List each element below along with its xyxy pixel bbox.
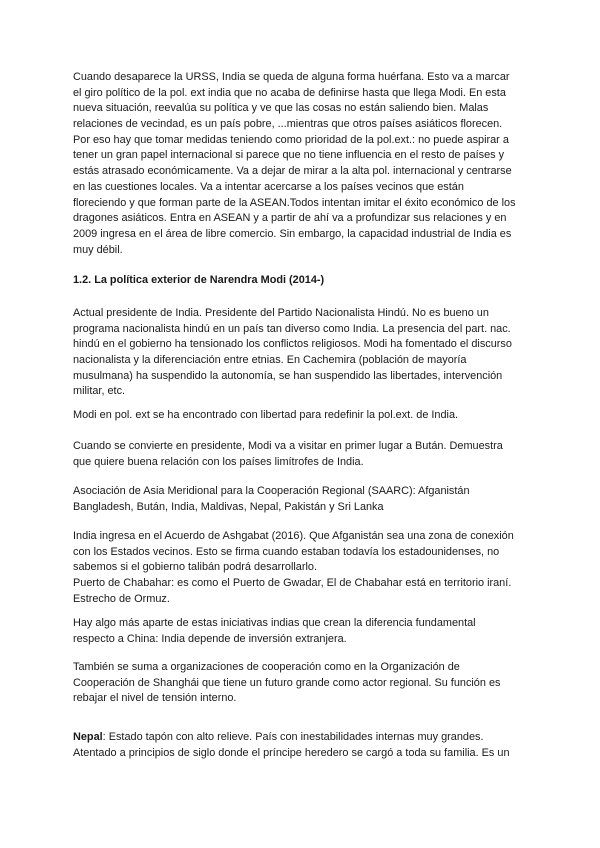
text-line: Cooperación de Shanghái que tiene un futuro grande como actor regional. Su función es	[73, 676, 501, 689]
text-line: floreciendo y que forman parte de la ASEAN.Todos intentan imitar el éxito económico de los	[73, 196, 516, 209]
paragraph-freedom	[73, 408, 533, 424]
section-heading: 1.2. La política exterior de Narendra Modi (2014-)	[73, 274, 325, 286]
text-line: respecto a China: India depende de inversión extranjera.	[73, 632, 347, 645]
text-line: Atentado a principios de siglo donde el príncipe heredero se cargó a toda su familia. Es un	[73, 746, 510, 759]
text-line: Hay algo más aparte de estas iniciativas indias que crean la diferencia fundamental	[73, 617, 476, 629]
text-line: Bangladesh, Bután, India, Maldivas, Nepal, Pakistán y Sri Lanka	[73, 500, 384, 513]
text-line: hindú en el gobierno ha tensionado los conflictos religiosos. Modi ha fomentado el discurso	[73, 338, 512, 351]
text-line: dragones asiáticos. Entra en ASEAN y a partir de ahí va a profundizar sus relaciones y en	[73, 212, 507, 225]
text-line: Cuando se convierte en presidente, Modi va a visitar en primer lugar a Bután. Demuestra	[73, 440, 503, 452]
paragraph-nepal	[73, 730, 533, 761]
nepal-term: Nepal	[73, 731, 103, 743]
text-line: 2009 ingresa en el área de libre comercio. Sin embargo, la capacidad industrial de India es	[73, 227, 512, 240]
text-line: Puerto de Chabahar: es como el Puerto de Gwadar, El de Chabahar está en territorio iraní.	[73, 577, 512, 590]
text-line: en las cuestiones locales. Va a intentar acercarse a los países vecinos que están	[73, 180, 464, 193]
text-line: Actual presidente de India. Presidente del Partido Nacionalista Hindú. No es bueno un	[73, 307, 489, 319]
text-line: India ingresa en el Acuerdo de Ashgabat (2016). Que Afganistán sea una zona de conexión	[73, 530, 514, 542]
paragraph-modi-intro	[73, 306, 533, 400]
text-line: sabemos si el gobierno talibán podrá desarrollarlo.	[73, 561, 317, 574]
text-line	[73, 730, 533, 746]
text-line: estás atrasado económicamente. Va a dejar de mirar a la alta pol. internacional y centrarse	[73, 165, 512, 178]
text-line: nacionalista y la diferenciación entre etnias. En Cachemira (población de mayoría	[73, 354, 467, 367]
paragraph-china	[73, 616, 533, 647]
nepal-definition: : Estado tapón con alto relieve. País con inestabilidades internas muy grandes.	[102, 731, 484, 743]
text-line: Asociación de Asia Meridional para la Cooperación Regional (SAARC): Afganistán	[73, 485, 470, 497]
text-line: con los Estados vecinos. Esto se firma cuando estaban todavía los estadounidenses, no	[73, 545, 500, 558]
paragraph-urss	[73, 70, 533, 258]
text-line: Modi en pol. ext se ha encontrado con libertad para redefinir la pol.ext. de India.	[73, 409, 459, 421]
text-line: el giro político de la pol. ext india que no acaba de definirse hasta que llega Modi. En esta	[73, 86, 506, 99]
text-line: que quiere buena relación con los países limítrofes de India.	[73, 455, 364, 468]
text-line: militar, etc.	[73, 385, 126, 398]
text-line: tener un gran papel internacional si parece que no tiene influencia en el resto de países y	[73, 149, 505, 162]
text-line: relaciones de vecindad, es un país pobre, ...mientras que otros países asiáticos florecen.	[73, 118, 503, 131]
text-line: nueva situación, reevalúa su política y ve que las cosas no están saliendo bien. Malas	[73, 102, 489, 115]
paragraph-butan	[73, 439, 533, 470]
text-line: rebajar el nivel de tensión interno.	[73, 692, 237, 705]
text-line: Cuando desaparece la URSS, India se queda de alguna forma huérfana. Esto va a marcar	[73, 71, 510, 83]
paragraph-saarc	[73, 484, 533, 515]
text-line: Estrecho de Ormuz.	[73, 592, 170, 605]
text-line: programa nacionalista hindú en un país tan diverso como India. La presencia del part. nac.	[73, 322, 511, 335]
paragraph-ashgabat	[73, 529, 533, 607]
paragraph-shanghai	[73, 660, 533, 707]
text-line: musulmana) ha suspendido la autonomía, se han suspendido las libertades, intervención	[73, 369, 503, 382]
text-line: muy débil.	[73, 243, 123, 256]
text-line: También se suma a organizaciones de cooperación como en la Organización de	[73, 661, 460, 673]
text-line: Por eso hay que tomar medidas teniendo como prioridad de la pol.ext.: no puede aspirar a	[73, 133, 509, 146]
